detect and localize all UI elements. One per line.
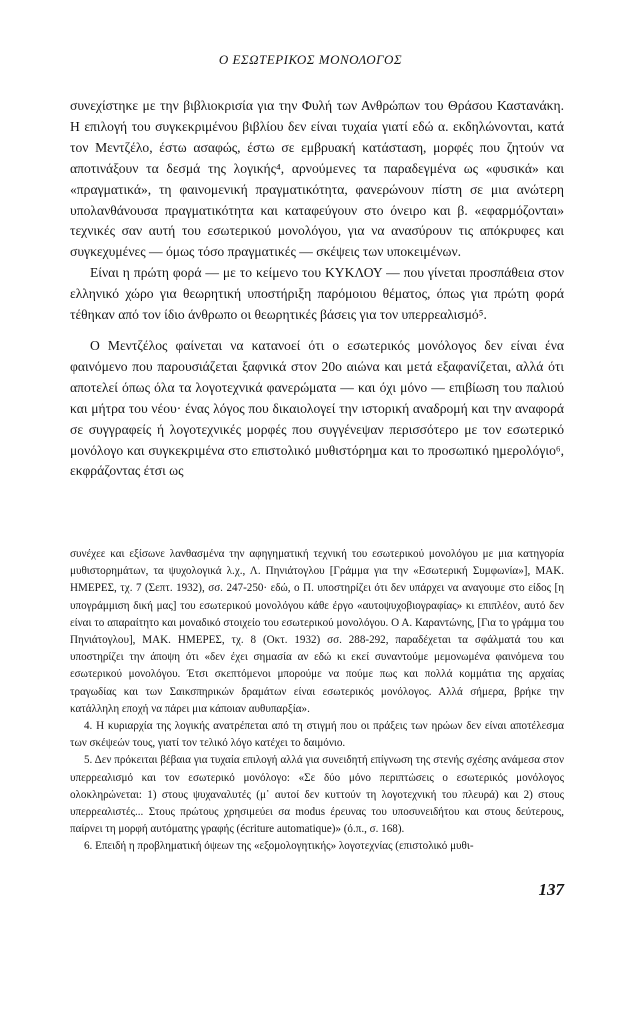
footnote-continuation: συνέχεε και εξίσωνε λανθασμένα την αφηγηματική τεχνική του εσωτερικού μονολόγου με μια κατηγορία μυθιστορημάτων, τα ψυχολογικά λ.χ., Λ. Πηνιάτογλου [Γράμμα για την «Εσωτερική Συμφωνία»], ΜΑΚ. ΗΜΕΡΕΣ, τχ. 7 (Σεπτ. 1932), σσ. 247-250· εδώ, ο Π. υποστηρίζει ότι δεν υπάρχει να αναγουμε στο είδος [η υπογράμμιση δική μας] του εσωτερικού μονολόγου κάθε έργο «αυτοψυχοβιογραφίας» κι επιπλέον, αυτό δεν είναι το απαραίτητο και μοναδικό στοιχείο του εσωτερικού μονολόγου. Ο Α. Καραντώνης, [Για το γράμμα του Πηνιάτογλου], ΜΑΚ. ΗΜΕΡΕΣ, τχ. 8 (Οκτ. 1932) σσ. 288-292, παραδέχεται τα σφάλματά του και υποστηρίζει την άποψη ότι «δεν έχει σημασία αν εδώ κι εκεί συναντούμε μεμονωμένα φαινόμενα του εσωτερικού μονολόγου. Έτσι σκεπτόμενοι μπορούμε να πούμε πως και πολλά κομμάτια της αρχαίας τραγωδίας και των Σαικσπηρικών δραμάτων είναι εσωτερικός μονόλογος. Αλλά σήμερα, βρήκε την κατάλληλη εποχή να πάρει μια κάποιαν αυθυπαρξία». [70,548,564,715]
paragraph: Είναι η πρώτη φορά — με το κείμενο του ΚΥΚΛΟΥ — που γίνεται προσπάθεια στον ελληνικό χώρο για θεωρητική υποστήριξη παρόμοιου θέματος, όπως για πρώτη φορά τέθηκαν από τον ίδιο άνθρωπο οι θεωρητικές βάσεις για τον υπερρεαλισμό⁵. [70,265,564,323]
footnote-5: 5. Δεν πρόκειται βέβαια για τυχαία επιλογή αλλά για συνειδητή επίγνωση της στενής σχέσης ανάμεσα στον υπερρεαλισμό και τον εσωτερικό μονόλογο: «Σε δύο μόνο περιπτώσεις ο εσωτερικός μονόλογος ολοκληρώνεται: 1) στους ψυχαναλυτές (μ᾿ αυτοί δεν κυττούν τη λογοτεχνική του πλευρά) και 2) στους υπερρεαλιστές... Στους πρώτους χρησιμεύει σα modus έρευνας του υποσυνειδήτου και στους δεύτερους, παίρνει τη μορφή αυτόματης γραφής (écriture automatique)» (ό.π., σ. 168). [70,754,564,836]
footnote-4: 4. Η κυριαρχία της λογικής ανατρέπεται από τη στιγμή που οι πράξεις των ηρώων δεν είναι αποτέλεσμα των σκέψεών τους, γιατί τον τελικό λόγο κατέχει το δαιμόνιο. [70,720,564,750]
running-head: Ο ΕΣΩΤΕΡΙΚΟΣ ΜΟΝΟΛΟΓΟΣ [218,52,403,67]
footnotes [70,546,564,856]
footnote-6: 6. Επειδή η προβληματική όψεων της «εξομολογητικής» λογοτεχνίας (επιστολικό μυθι- [84,840,474,853]
page-number: 137 [538,880,564,899]
paragraph: συνεχίστηκε με την βιβλιοκρισία για την Φυλή των Ανθρώπων του Θράσου Καστανάκη. Η επιλογή του συγκεκριμένου βιβλίου δεν είναι τυχαία γιατί εδώ α. εκδηλώνονται, κατά τον Μεντζέλο, έστω ασαφώς, έστω σε εμβρυακή κατάσταση, μορφές που ζητούν να αποτινάξουν τα δεσμά της λογικής⁴, αρνούμενες τα παραδεγμένα ως «φυσικά» και «πραγματικά», τη φαινομενική πραγματικότητα, φανερώνουν πίστη σε μια ανώτερη υπολανθάνουσα πραγματικότητα και καταφεύγουν στο όνειρο και β. «εφαρμόζονται» τεχνικές σαν αυτή του εσωτερικού μονολόγου, για να ανασύρουν τις απόκρυφες και συγκεχυμένες — όμως τόσο πραγματικές — σκέψεις των υποκειμένων. [70,98,564,260]
main-text [70,96,564,482]
paragraph: Ο Μεντζέλος φαίνεται να κατανοεί ότι ο εσωτερικός μονόλογος δεν είναι ένα φαινόμενο που παρουσιάζεται ξαφνικά στον 20ο αιώνα και μετά εξαφανίζεται, αλλά ότι αποτελεί όπως όλα τα λογοτεχνικά φανερώματα — και όχι μόνο — επιβίωση του παλιού και μήτρα του νέου· ένας λόγος που δικαιολογεί την ιστορική αναδρομή και την αναφορά σε συγγραφείς ή λογοτεχνικές μορφές που συγγένεψαν περισσότερο με τον εσωτερικό μονόλογο και συγκεκριμένα στο επιστολικό μυθιστόρημα και το προσωπικό ημερολόγιο⁶, εκφράζοντας έτσι ως [70,337,564,479]
